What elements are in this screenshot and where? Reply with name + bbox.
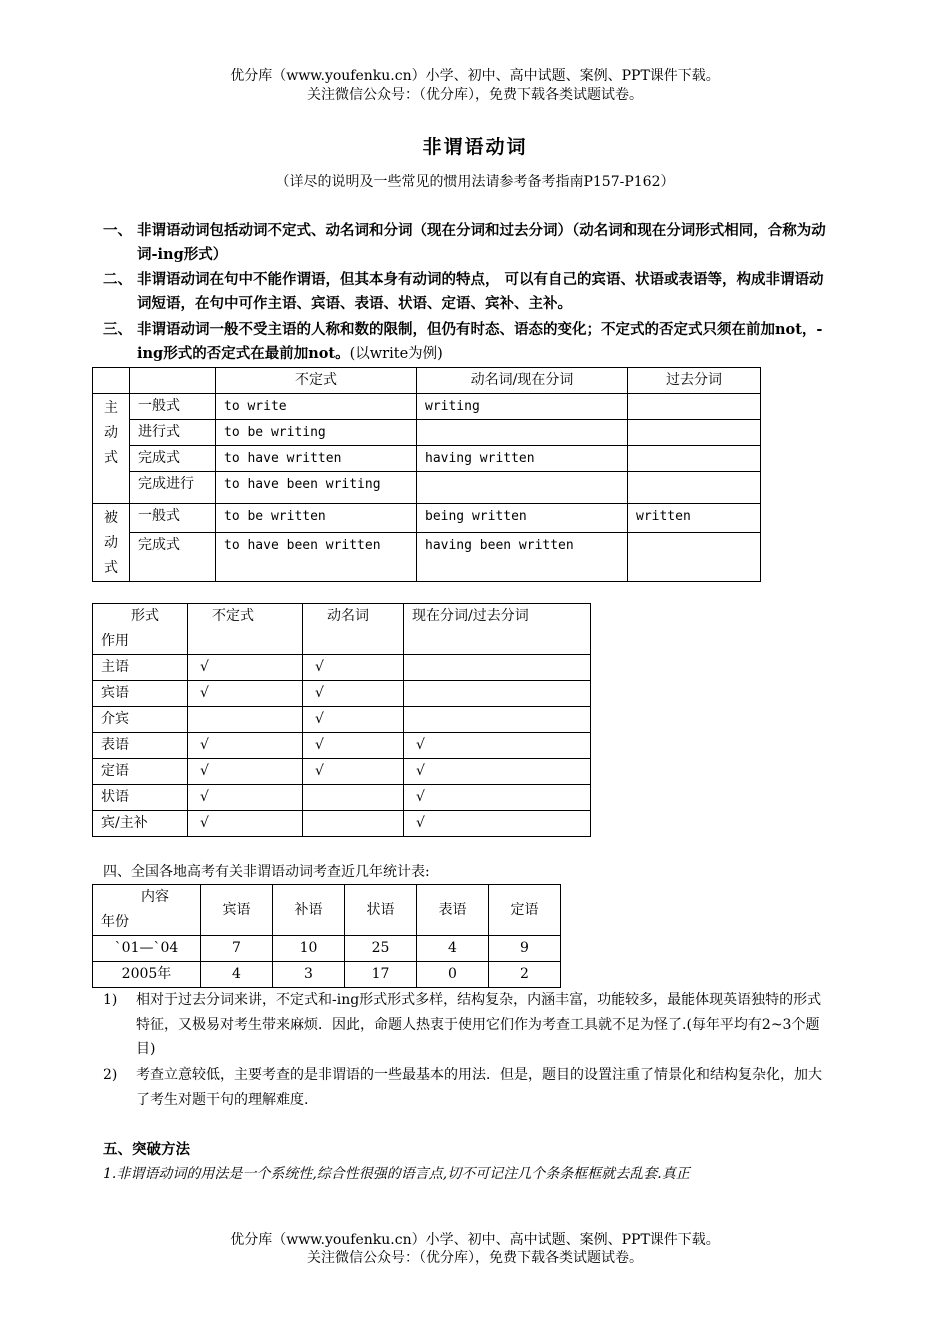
header-object: 宾语 xyxy=(201,885,273,936)
count-cell: 3 xyxy=(273,962,345,988)
active-label-char: 式 xyxy=(104,450,118,466)
forms-table xyxy=(92,367,761,582)
check-cell: √ xyxy=(188,681,303,707)
function-label: 定语 xyxy=(93,759,188,785)
function-label: 宾/主补 xyxy=(93,811,188,837)
function-label: 宾语 xyxy=(93,681,188,707)
point-1 xyxy=(103,219,833,267)
note-1-text: 相对于过去分词来讲，不定式和-ing形式形式多样，结构复杂，内涵丰富，功能较多，最能体现英语独特的形式特征，又极易对考生带来麻烦．因此，命题人热衷于使用它们作为考查工具就不足为怪了.(每年平均有2~3个题目) xyxy=(136,992,822,1057)
table-row xyxy=(93,394,761,420)
tense-label: 完成式 xyxy=(130,446,216,472)
note-2-number: 2) xyxy=(103,1067,118,1083)
check-cell xyxy=(188,707,303,733)
point-3 xyxy=(103,318,833,366)
header-predicative: 表语 xyxy=(417,885,489,936)
table-row xyxy=(93,446,761,472)
footer-line-1: 优分库（www.youfenku.cn）小学、初中、高中试题、案例、PPT课件下载。 xyxy=(230,1232,720,1248)
header-line-1: 优分库（www.youfenku.cn）小学、初中、高中试题、案例、PPT课件下载。 xyxy=(230,68,720,84)
tense-label: 进行式 xyxy=(130,420,216,446)
check-cell: √ xyxy=(404,759,591,785)
table-row xyxy=(93,533,761,582)
check-cell: √ xyxy=(303,733,404,759)
table-row xyxy=(93,759,591,785)
point-3-number: 三、 xyxy=(103,321,132,338)
stats-table xyxy=(92,884,561,988)
header-complement: 补语 xyxy=(273,885,345,936)
tense-label: 完成式 xyxy=(130,533,216,582)
table-row xyxy=(93,472,761,504)
point-3-note: (以write为例) xyxy=(349,346,443,362)
count-cell: 7 xyxy=(201,936,273,962)
header-infinitive: 不定式 xyxy=(216,368,417,394)
count-cell: 2 xyxy=(489,962,561,988)
point-2-number: 二、 xyxy=(103,271,132,288)
count-cell: 0 xyxy=(417,962,489,988)
gerund-cell: writing xyxy=(417,394,628,420)
check-cell xyxy=(303,811,404,837)
table-row xyxy=(93,504,761,533)
check-cell xyxy=(303,785,404,811)
check-cell: √ xyxy=(303,681,404,707)
check-cell: √ xyxy=(188,785,303,811)
header-attributive: 定语 xyxy=(489,885,561,936)
infinitive-cell: to have been written xyxy=(216,533,417,582)
table-row xyxy=(93,811,591,837)
header-past-participle: 过去分词 xyxy=(628,368,761,394)
infinitive-cell: to have written xyxy=(216,446,417,472)
header-gerund: 动名词/现在分词 xyxy=(417,368,628,394)
year-cell: `01—`04 xyxy=(93,936,201,962)
table-row xyxy=(93,368,761,394)
gerund-cell xyxy=(417,420,628,446)
table-row xyxy=(93,936,561,962)
table-row xyxy=(93,785,591,811)
check-cell: √ xyxy=(188,655,303,681)
header-infinitive: 不定式 xyxy=(188,604,303,655)
passive-label-char: 动 xyxy=(104,535,118,551)
count-cell: 10 xyxy=(273,936,345,962)
function-label: 状语 xyxy=(93,785,188,811)
check-cell: √ xyxy=(404,733,591,759)
point-3-main: 非谓语动词一般不受主语的人称和数的限制，但仍有时态、语态的变化；不定式的否定式只须在前加not，-ing形式的否定式在最前加not。 xyxy=(137,321,823,362)
gerund-cell xyxy=(417,472,628,504)
passive-voice-label xyxy=(93,504,130,582)
active-label-char: 动 xyxy=(104,425,118,441)
section-4-title: 四、全国各地高考有关非谓语动词考查近几年统计表: xyxy=(103,864,430,880)
function-label: 介宾 xyxy=(93,707,188,733)
table-row xyxy=(93,420,761,446)
infinitive-cell: to be written xyxy=(216,504,417,533)
active-voice-label xyxy=(93,394,130,504)
passive-label-char: 式 xyxy=(104,560,118,576)
infinitive-cell: to write xyxy=(216,394,417,420)
header-line-2: 关注微信公众号：（优分库），免费下载各类试题试卷。 xyxy=(307,87,643,103)
stats-corner-cell xyxy=(93,885,201,936)
section-5-line-1: 1.非谓语动词的用法是一个系统性,综合性很强的语言点,切不可记注几个条条框框就去乱套.真正 xyxy=(103,1166,690,1182)
check-cell: √ xyxy=(303,759,404,785)
corner-top-label: 内容 xyxy=(141,889,169,905)
table-row xyxy=(93,885,561,936)
count-cell: 17 xyxy=(345,962,417,988)
page-title: 非谓语动词 xyxy=(422,136,528,158)
check-cell: √ xyxy=(188,811,303,837)
function-label: 表语 xyxy=(93,733,188,759)
gerund-cell: being written xyxy=(417,504,628,533)
table-row xyxy=(93,681,591,707)
header-gerund: 动名词 xyxy=(303,604,404,655)
footer-line-2: 关注微信公众号：（优分库），免费下载各类试题试卷。 xyxy=(307,1250,643,1266)
note-1-number: 1) xyxy=(103,992,118,1008)
check-cell xyxy=(404,655,591,681)
check-cell: √ xyxy=(188,759,303,785)
point-2 xyxy=(103,268,833,316)
table-row xyxy=(93,962,561,988)
check-cell: √ xyxy=(303,707,404,733)
active-label-char: 主 xyxy=(104,400,118,416)
count-cell: 4 xyxy=(417,936,489,962)
check-cell: √ xyxy=(188,733,303,759)
check-cell: √ xyxy=(404,811,591,837)
table-row xyxy=(93,655,591,681)
header-participle: 现在分词/过去分词 xyxy=(404,604,591,655)
check-cell: √ xyxy=(303,655,404,681)
participle-cell xyxy=(628,472,761,504)
tense-label: 一般式 xyxy=(130,394,216,420)
count-cell: 25 xyxy=(345,936,417,962)
participle-cell xyxy=(628,533,761,582)
corner-cell xyxy=(130,368,216,394)
section-5-title: 五、突破方法 xyxy=(103,1141,190,1158)
point-3-text xyxy=(103,318,833,366)
page-subtitle: （详尽的说明及一些常见的惯用法请参考备考指南P157-P162） xyxy=(275,174,675,190)
header-adverbial: 状语 xyxy=(345,885,417,936)
function-label: 主语 xyxy=(93,655,188,681)
point-1-text: 非谓语动词包括动词不定式、动名词和分词（现在分词和过去分词）（动名词和现在分词形式相同，合称为动词-ing形式） xyxy=(137,222,826,263)
note-2-text: 考查立意较低，主要考查的是非谓语的一些最基本的用法．但是，题目的设置注重了情景化和结构复杂化，加大了考生对题干句的理解难度. xyxy=(136,1067,822,1108)
passive-label-char: 被 xyxy=(104,510,118,526)
table-row xyxy=(93,733,591,759)
corner-bottom-label: 作用 xyxy=(101,633,129,649)
participle-cell xyxy=(628,394,761,420)
note-2 xyxy=(103,1063,823,1112)
point-1-number: 一、 xyxy=(103,222,132,239)
tense-label: 完成进行 xyxy=(130,472,216,504)
infinitive-cell: to have been writing xyxy=(216,472,417,504)
table-row xyxy=(93,707,591,733)
check-cell xyxy=(404,681,591,707)
gerund-cell: having written xyxy=(417,446,628,472)
participle-cell: written xyxy=(628,504,761,533)
function-corner-cell xyxy=(93,604,188,655)
check-cell: √ xyxy=(404,785,591,811)
corner-cell xyxy=(93,368,130,394)
participle-cell xyxy=(628,420,761,446)
check-cell xyxy=(404,707,591,733)
infinitive-cell: to be writing xyxy=(216,420,417,446)
year-cell: 2005年 xyxy=(93,962,201,988)
point-2-text: 非谓语动词在句中不能作谓语，但其本身有动词的特点， 可以有自己的宾语、状语或表语等，构成非谓语动词短语，在句中可作主语、宾语、表语、状语、定语、宾补、主补。 xyxy=(137,271,824,312)
corner-bottom-label: 年份 xyxy=(101,914,129,930)
note-1 xyxy=(103,988,823,1062)
gerund-cell: having been written xyxy=(417,533,628,582)
tense-label: 一般式 xyxy=(130,504,216,533)
corner-top-label: 形式 xyxy=(131,608,159,624)
count-cell: 4 xyxy=(201,962,273,988)
count-cell: 9 xyxy=(489,936,561,962)
table-row xyxy=(93,604,591,655)
function-rows xyxy=(93,655,591,837)
participle-cell xyxy=(628,446,761,472)
function-table xyxy=(92,603,591,837)
